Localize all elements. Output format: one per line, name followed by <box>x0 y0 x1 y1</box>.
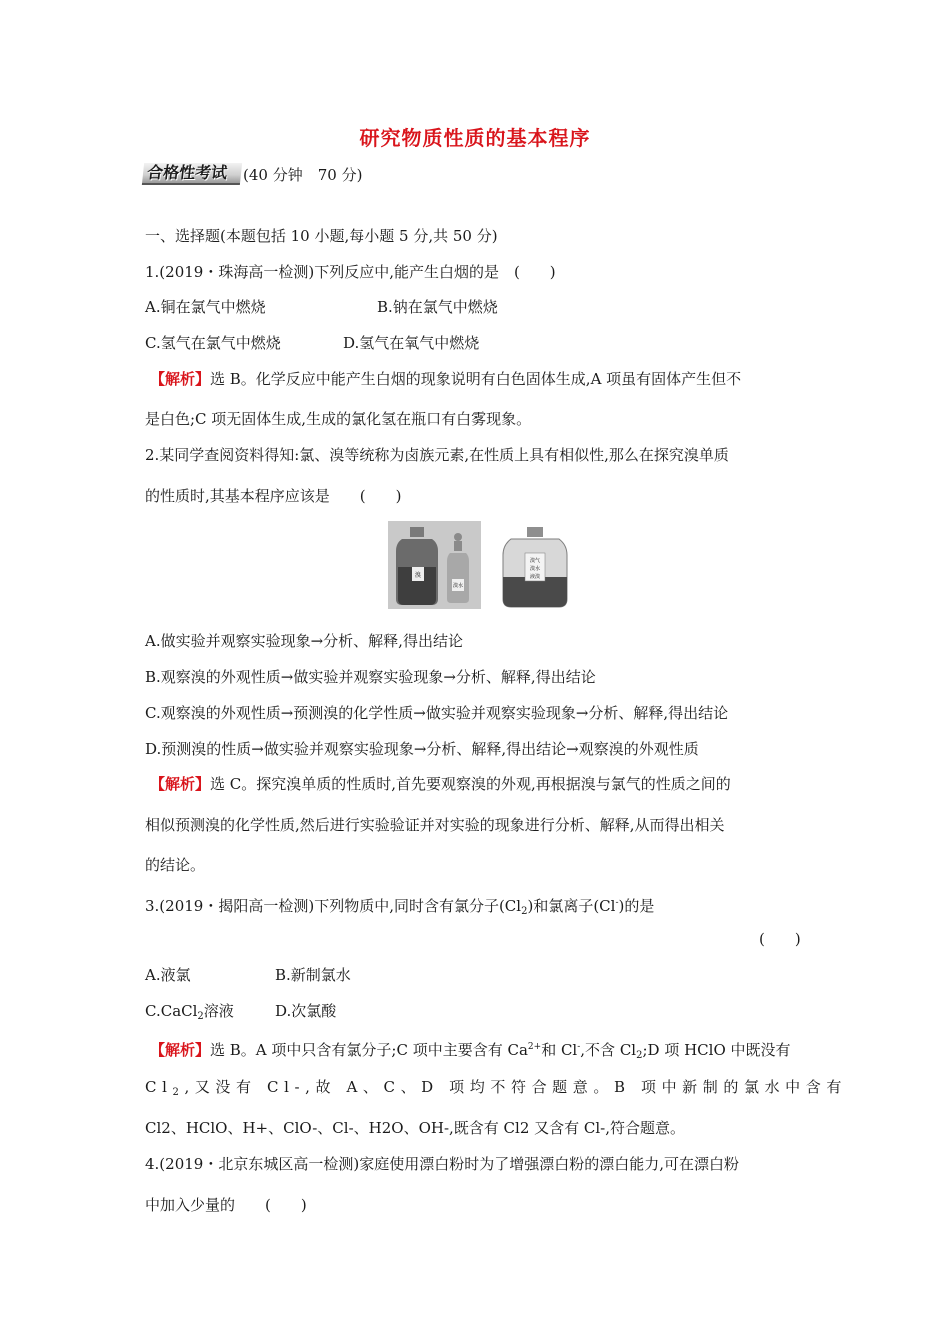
analysis-tag: 【解析】 <box>150 370 211 388</box>
q3-analysis-line2: $Cl_2$,又没有 Cl-,故 A、C、D 项均不符合题意。B 项中新制的氯水中含有 <box>145 1078 847 1098</box>
q3-option-a: A.液氯 <box>145 966 191 984</box>
q4-stem-line2: 中加入少量的 ( ) <box>145 1196 307 1214</box>
page-title: 研究物质性质的基本程序 <box>359 126 591 150</box>
q2-stem-line1: 2.某同学查阅资料得知:氯、溴等统称为卤族元素,在性质上具有相似性,那么在探究溴单质 <box>145 446 729 464</box>
q1-option-a: A.铜在氯气中燃烧 <box>145 298 266 316</box>
q1-analysis-line1: 【解析】选 B。化学反应中能产生白烟的现象说明有白色固体生成,A 项虽有固体产生但不 <box>150 370 742 388</box>
q4-stem-line1: 4.(2019・北京东城区高一检测)家庭使用漂白粉时为了增强漂白粉的漂白能力,可在漂白粉 <box>145 1155 739 1173</box>
bottle-group-left-icon <box>388 521 481 609</box>
section-heading: 一、选择题(本题包括 10 小题,每小题 5 分,共 50 分) <box>145 227 498 245</box>
q2-analysis-line3: 的结论。 <box>145 856 206 874</box>
q1-option-b: B.钠在氯气中燃烧 <box>377 298 498 316</box>
q3-analysis-line1: 【解析】选 B。A 项中只含有氯分子;C 项中主要含有 $Ca^{2+}$和 Cl-,不含 $Cl_2;D$ 项 HClO 中既没有 <box>150 1041 791 1061</box>
svg-text:液溴: 液溴 <box>529 574 541 580</box>
q2-analysis-line2: 相似预测溴的化学性质,然后进行实验验证并对实验的现象进行分析、解释,从而得出相关 <box>145 816 725 834</box>
svg-text:溴水: 溴水 <box>529 566 541 572</box>
bromine-bottles-left <box>388 521 481 609</box>
q3-analysis-line3: Cl2、HClO、H+、ClO-、Cl-、H2O、OH-,既含有 Cl2 又含有 Cl-,符合题意。 <box>145 1119 686 1137</box>
bromine-bottles-photo <box>388 521 582 609</box>
q3-stem: 3.(2019・揭阳高一检测)下列物质中,同时含有氯分子$(Cl_2)$和氯离子(Cl-)的是 <box>145 897 655 917</box>
q3-answer-bracket: ( ) <box>759 930 801 948</box>
q1-option-d: D.氢气在氧气中燃烧 <box>343 334 480 352</box>
q1-analysis-line2: 是白色;C 项无固体生成,生成的氯化氢在瓶口有白雾现象。 <box>145 410 532 428</box>
analysis-tag: 【解析】 <box>150 1041 211 1059</box>
bottle-right-icon <box>489 521 582 609</box>
analysis-tag: 【解析】 <box>150 775 211 793</box>
bottle-label-text: 溴 <box>414 572 422 579</box>
q1-stem: 1.(2019・珠海高一检测)下列反应中,能产生白烟的是 ( ) <box>145 263 556 281</box>
q1-option-c: C.氢气在氯气中燃烧 <box>145 334 281 352</box>
q3-option-b: B.新制氯水 <box>275 966 351 984</box>
q3-option-d: D.次氯酸 <box>275 1002 337 1020</box>
exam-badge: 合格性考试 <box>142 163 242 185</box>
exam-header <box>143 162 362 186</box>
q2-option-a: A.做实验并观察实验现象→分析、解释,得出结论 <box>145 632 463 650</box>
q2-option-b: B.观察溴的外观性质→做实验并观察实验现象→分析、解释,得出结论 <box>145 668 596 686</box>
q3-option-c: C.CaCl$_2$溶液 <box>145 1002 234 1022</box>
q2-analysis-line1: 【解析】选 C。探究溴单质的性质时,首先要观察溴的外观,再根据溴与氯气的性质之间的 <box>150 775 731 793</box>
q2-option-d: D.预测溴的性质→做实验并观察实验现象→分析、解释,得出结论→观察溴的外观性质 <box>145 740 699 758</box>
exam-duration: (40 分钟 70 分) <box>243 165 363 184</box>
svg-text:溴气: 溴气 <box>529 558 541 564</box>
svg-text:溴水: 溴水 <box>452 583 464 589</box>
q2-option-c: C.观察溴的外观性质→预测溴的化学性质→做实验并观察实验现象→分析、解释,得出结论 <box>145 704 729 722</box>
bromine-bottles-right <box>489 521 582 609</box>
q2-stem-line2: 的性质时,其基本程序应该是 ( ) <box>145 487 402 505</box>
